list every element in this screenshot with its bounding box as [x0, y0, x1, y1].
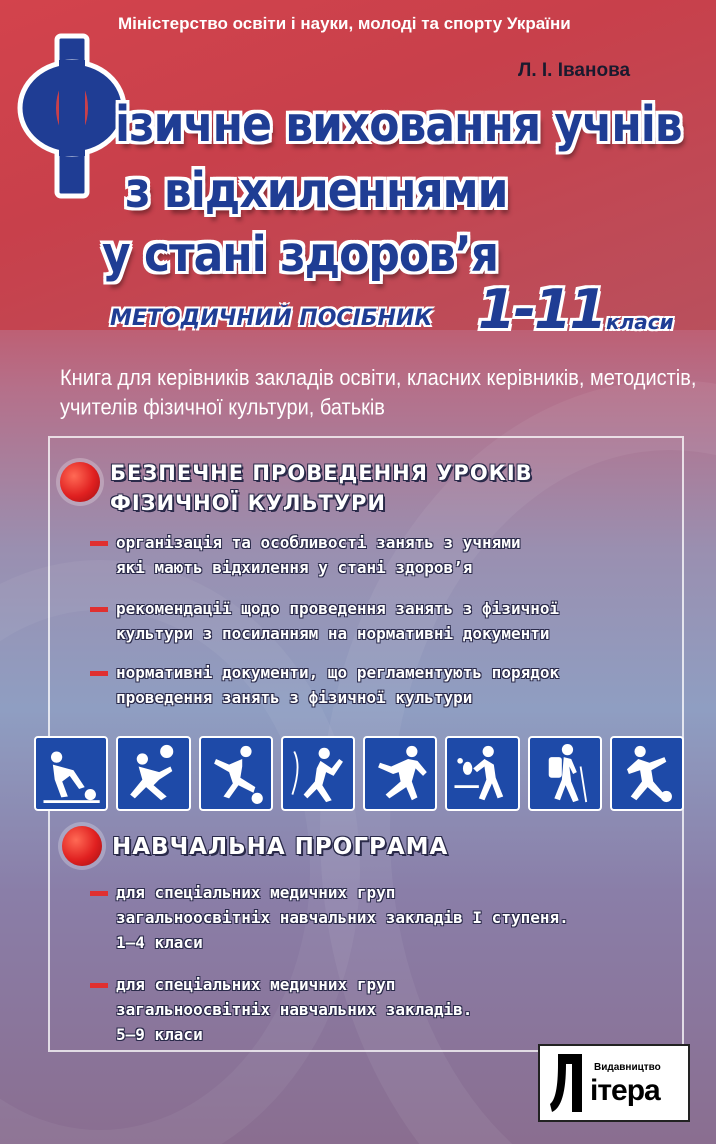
section-1-heading-line-1: БЕЗПЕЧНЕ ПРОВЕДЕННЯ УРОКІВ [110, 461, 533, 485]
list-item [90, 660, 559, 710]
red-dash-icon [90, 607, 108, 612]
list-item [90, 880, 569, 955]
grades-range: 1-11 [478, 278, 606, 341]
football-icon [199, 736, 273, 811]
publisher-small-label: Видавництво [594, 1062, 661, 1073]
title-line-3: у стані здоров’я [102, 226, 498, 284]
grades-word: класи [606, 310, 674, 334]
sport-icons-row [34, 736, 684, 814]
list-item-line: загальноосвітніх навчальних закладів. [116, 1000, 473, 1019]
list-item-line: для спеціальних медичних груп [116, 883, 396, 902]
section-1-heading-line-2: ФІЗИЧНОЇ КУЛЬТУРИ [110, 491, 386, 515]
list-item-line: 1–4 класи [116, 933, 203, 952]
author-name: Л. І. Іванова [518, 60, 631, 81]
list-item [90, 596, 559, 646]
red-bullet-icon [60, 462, 100, 502]
list-item-line: нормативні документи, що регламентують порядок [116, 663, 560, 682]
table-tennis-icon [445, 736, 519, 811]
list-item-line: рекомендації щодо проведення занять з фізичної [116, 599, 560, 618]
hiking-icon [528, 736, 602, 811]
title-line-1: ізичне виховання учнів [115, 96, 682, 154]
list-item-line: проведення занять з фізичної культури [116, 688, 473, 707]
red-bullet-icon [62, 826, 102, 866]
publisher-name: ітера [590, 1074, 660, 1107]
title-line-2: з відхиленнями [125, 162, 508, 220]
gymnastics-icon [281, 736, 355, 811]
red-dash-icon [90, 541, 108, 546]
bowling-icon [34, 736, 108, 811]
title-drop-letter [12, 30, 132, 200]
subtitle: МЕТОДИЧНИЙ ПОСІБНИК [110, 306, 433, 331]
section-2-heading: НАВЧАЛЬНА ПРОГРАМА [112, 834, 449, 860]
list-item-line: які мають відхилення у стані здоров’я [116, 558, 473, 577]
audience-text: Книга для керівників закладів освіти, класних керівників, методистів, учителів фізичної культури, батьків [60, 366, 697, 421]
running-icon [363, 736, 437, 811]
dribbling-icon [610, 736, 684, 811]
section-1-heading [110, 458, 533, 518]
red-dash-icon [90, 891, 108, 896]
list-item [90, 530, 521, 580]
list-item-line: організація та особливості занять з учнями [116, 533, 521, 552]
list-item-line: культури з посиланням на нормативні документи [116, 624, 550, 643]
red-dash-icon [90, 671, 108, 676]
volleyball-icon [116, 736, 190, 811]
publisher-logo [538, 1044, 690, 1122]
red-dash-icon [90, 983, 108, 988]
list-item-line: загальноосвітніх навчальних закладів І ступеня. [116, 908, 569, 927]
list-item-line: 5–9 класи [116, 1025, 203, 1044]
list-item-line: для спеціальних медичних груп [116, 975, 396, 994]
list-item [90, 972, 472, 1047]
publisher-logo-letter [548, 1050, 586, 1114]
ministry-label: Міністерство освіти і науки, молоді та спорту України [118, 14, 571, 33]
